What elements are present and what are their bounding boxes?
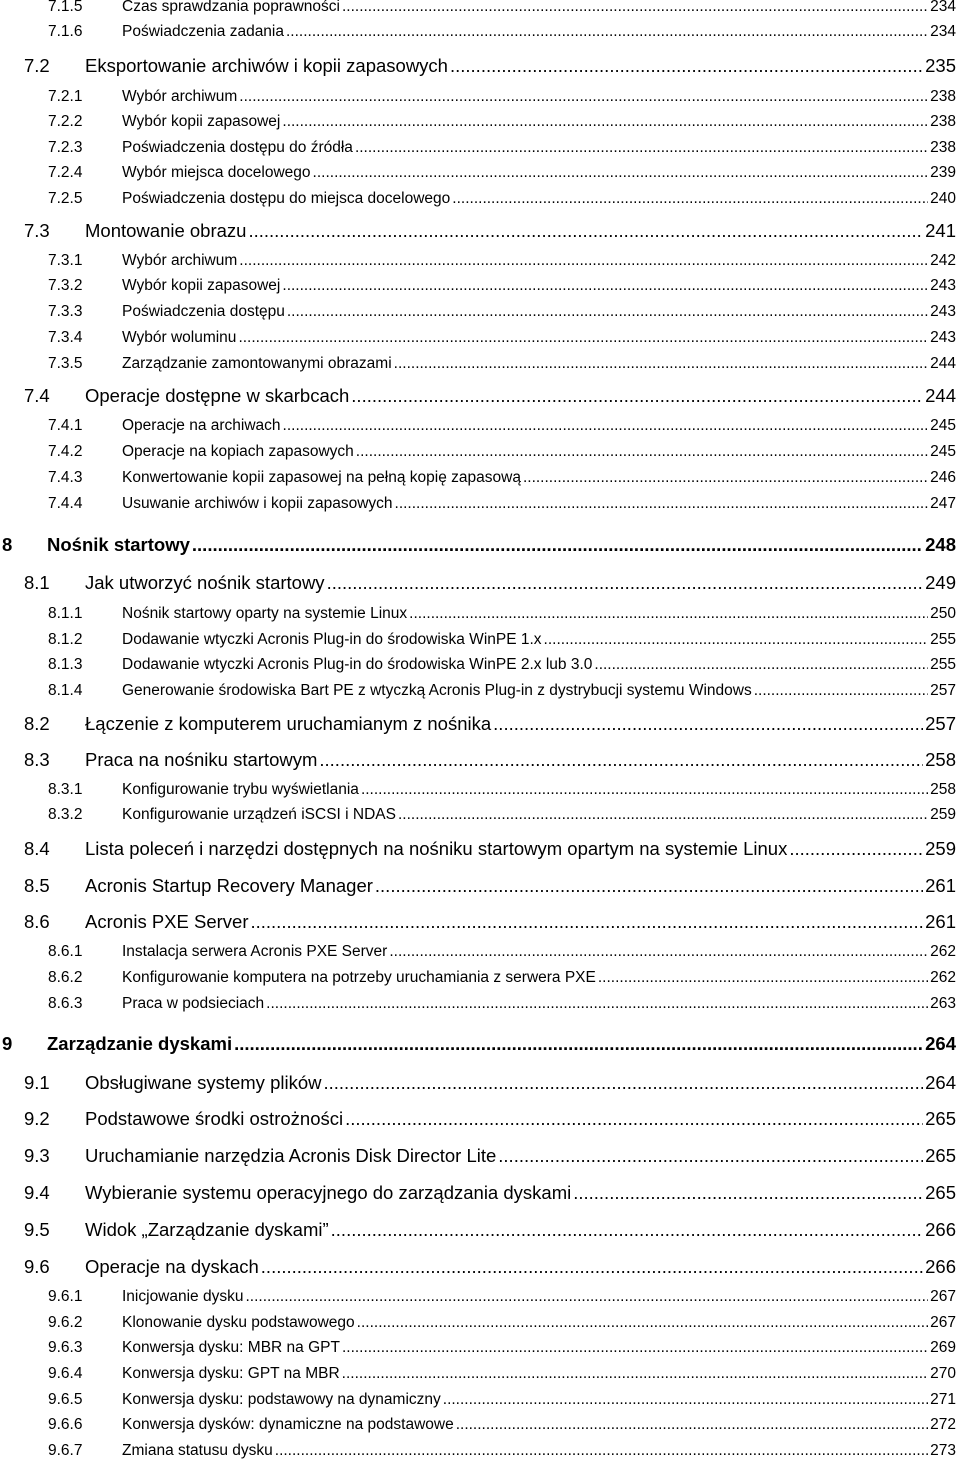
toc-entry[interactable] xyxy=(48,190,956,208)
toc-dot-leader xyxy=(345,1108,923,1130)
toc-entry-title: Klonowanie dysku podstawowego xyxy=(122,1314,355,1331)
toc-dot-leader xyxy=(286,23,928,41)
toc-dot-leader xyxy=(238,329,928,347)
toc-entry[interactable] xyxy=(24,1219,956,1241)
toc-dot-leader xyxy=(394,355,928,373)
toc-entry[interactable] xyxy=(24,838,956,860)
toc-dot-leader xyxy=(351,385,923,407)
toc-entry-number: 8 xyxy=(2,534,13,555)
toc-entry-number: 8.1 xyxy=(24,572,50,593)
toc-entry[interactable] xyxy=(48,1365,956,1383)
toc-entry-number: 9.2 xyxy=(24,1108,50,1129)
toc-dot-leader xyxy=(355,139,928,157)
toc-entry[interactable] xyxy=(48,605,956,623)
toc-entry-title: Acronis PXE Server xyxy=(85,911,249,932)
toc-dot-leader xyxy=(248,220,923,242)
toc-entry-title: Konwertowanie kopii zapasowej na pełną kopię zapasową xyxy=(122,469,521,486)
toc-entry-page-number: 255 xyxy=(930,631,956,648)
toc-entry-title: Konfigurowanie komputera na potrzeby uruchamiania z serwera PXE xyxy=(122,969,596,986)
toc-entry-number: 7.3.1 xyxy=(48,252,83,269)
toc-entry-number: 8.3.1 xyxy=(48,781,83,798)
toc-entry-number: 7.3 xyxy=(24,220,50,241)
toc-entry-page-number: 262 xyxy=(930,943,956,960)
toc-entry-title: Czas sprawdzania poprawności xyxy=(122,0,340,15)
toc-dot-leader xyxy=(239,88,928,106)
toc-dot-leader xyxy=(239,252,928,270)
toc-dot-leader xyxy=(331,1219,923,1241)
toc-entry-title: Operacje dostępne w skarbcach xyxy=(85,385,350,406)
toc-entry[interactable] xyxy=(24,1182,956,1204)
toc-entry-title: Konwersja dysku: MBR na GPT xyxy=(122,1339,340,1356)
toc-entry-number: 8.2 xyxy=(24,713,50,734)
toc-entry-page-number: 267 xyxy=(930,1314,956,1331)
toc-entry-number: 8.4 xyxy=(24,838,50,859)
toc-entry[interactable] xyxy=(24,1145,956,1167)
toc-entry-title: Nośnik startowy oparty na systemie Linux xyxy=(122,605,408,622)
toc-entry[interactable] xyxy=(48,943,956,961)
toc-dot-leader xyxy=(275,1442,928,1460)
toc-entry-title: Wybór archiwum xyxy=(122,88,238,105)
toc-entry-page-number: 261 xyxy=(925,875,956,896)
toc-dot-leader xyxy=(313,164,929,182)
toc-dot-leader xyxy=(261,1256,923,1278)
toc-entry-number: 8.6.3 xyxy=(48,995,83,1012)
toc-entry[interactable] xyxy=(48,0,956,16)
toc-entry-number: 7.4.3 xyxy=(48,469,83,486)
toc-entry-page-number: 246 xyxy=(930,469,956,486)
toc-entry[interactable] xyxy=(24,385,956,407)
toc-entry-number: 8.1.4 xyxy=(48,682,83,699)
toc-entry-page-number: 259 xyxy=(925,838,956,859)
toc-entry-page-number: 257 xyxy=(930,682,956,699)
toc-entry-title: Łączenie z komputerem uruchamianym z nośnika xyxy=(85,713,492,734)
toc-entry[interactable] xyxy=(48,1391,956,1409)
toc-dot-leader xyxy=(443,1391,928,1409)
toc-entry[interactable] xyxy=(48,806,956,824)
toc-entry-page-number: 248 xyxy=(925,534,956,555)
toc-entry-number: 9.6.6 xyxy=(48,1416,83,1433)
toc-entry-title: Montowanie obrazu xyxy=(85,220,247,241)
toc-entry-number: 7.4.1 xyxy=(48,417,83,434)
toc-entry-title: Inicjowanie dysku xyxy=(122,1288,244,1305)
toc-entry-page-number: 241 xyxy=(925,220,956,241)
toc-dot-leader xyxy=(250,911,923,933)
toc-entry-page-number: 235 xyxy=(925,55,956,76)
toc-entry-title: Uruchamianie narzędzia Acronis Disk Director Lite xyxy=(85,1145,497,1166)
toc-entry-page-number: 244 xyxy=(930,355,956,372)
toc-entry-page-number: 272 xyxy=(930,1416,956,1433)
toc-entry-number: 9.1 xyxy=(24,1072,50,1093)
toc-entry-page-number: 265 xyxy=(925,1145,956,1166)
toc-entry-number: 9.6.5 xyxy=(48,1391,83,1408)
toc-entry-title: Podstawowe środki ostrożności xyxy=(85,1108,344,1129)
toc-entry-page-number: 234 xyxy=(930,0,956,15)
toc-entry-page-number: 238 xyxy=(930,139,956,156)
toc-entry[interactable] xyxy=(2,534,956,556)
toc-entry-page-number: 264 xyxy=(925,1033,956,1054)
toc-dot-leader xyxy=(282,277,928,295)
toc-entry-page-number: 267 xyxy=(930,1288,956,1305)
toc-entry-page-number: 239 xyxy=(930,164,956,181)
toc-dot-leader xyxy=(361,781,928,799)
toc-entry[interactable] xyxy=(48,88,956,106)
toc-entry[interactable] xyxy=(48,781,956,799)
toc-entry[interactable] xyxy=(48,23,956,41)
toc-entry-title: Jak utworzyć nośnik startowy xyxy=(85,572,325,593)
toc-entry-title: Poświadczenia dostępu do źródła xyxy=(122,139,353,156)
toc-entry-page-number: 245 xyxy=(930,443,956,460)
toc-entry-number: 7.2.1 xyxy=(48,88,83,105)
toc-entry-title: Wybór woluminu xyxy=(122,329,237,346)
toc-entry[interactable] xyxy=(24,1256,956,1278)
toc-entry-page-number: 264 xyxy=(925,1072,956,1093)
toc-entry[interactable] xyxy=(24,911,956,933)
toc-dot-leader xyxy=(573,1182,923,1204)
toc-entry[interactable] xyxy=(48,164,956,182)
toc-entry-page-number: 261 xyxy=(925,911,956,932)
toc-dot-leader xyxy=(395,495,929,513)
toc-dot-leader xyxy=(342,1365,928,1383)
toc-entry[interactable] xyxy=(48,995,956,1013)
toc-entry-page-number: 265 xyxy=(925,1182,956,1203)
toc-dot-leader xyxy=(342,0,928,16)
toc-entry-title: Obsługiwane systemy plików xyxy=(85,1072,322,1093)
toc-entry-page-number: 269 xyxy=(930,1339,956,1356)
toc-dot-leader xyxy=(283,417,929,435)
toc-entry-title: Konfigurowanie urządzeń iSCSI i NDAS xyxy=(122,806,396,823)
toc-entry-title: Dodawanie wtyczki Acronis Plug-in do środowiska WinPE 2.x lub 3.0 xyxy=(122,656,593,673)
toc-entry-title: Konwersja dysku: GPT na MBR xyxy=(122,1365,340,1382)
toc-entry-number: 9.5 xyxy=(24,1219,50,1240)
toc-entry[interactable] xyxy=(24,572,956,594)
toc-entry-number: 7.3.4 xyxy=(48,329,83,346)
toc-entry-number: 9.4 xyxy=(24,1182,50,1203)
toc-dot-leader xyxy=(389,943,928,961)
toc-dot-leader xyxy=(523,469,928,487)
toc-dot-leader xyxy=(234,1033,923,1055)
toc-entry[interactable] xyxy=(48,469,956,487)
toc-entry-number: 8.1.2 xyxy=(48,631,83,648)
toc-entry-number: 7.2 xyxy=(24,55,50,76)
toc-entry-number: 9.6.1 xyxy=(48,1288,83,1305)
toc-dot-leader xyxy=(319,749,923,771)
toc-entry[interactable] xyxy=(48,1442,956,1460)
toc-entry-title: Operacje na dyskach xyxy=(85,1256,259,1277)
toc-entry-number: 9.3 xyxy=(24,1145,50,1166)
toc-entry[interactable] xyxy=(48,355,956,373)
toc-entry-number: 8.6.1 xyxy=(48,943,83,960)
toc-entry[interactable] xyxy=(48,656,956,674)
toc-entry[interactable] xyxy=(24,55,956,77)
toc-entry-number: 7.1.5 xyxy=(48,0,83,15)
toc-entry-number: 9.6.4 xyxy=(48,1365,83,1382)
toc-dot-leader xyxy=(266,995,928,1013)
toc-dot-leader xyxy=(450,55,923,77)
toc-entry-title: Konfigurowanie trybu wyświetlania xyxy=(122,781,359,798)
toc-entry-number: 7.4.4 xyxy=(48,495,83,512)
toc-entry-number: 8.3.2 xyxy=(48,806,83,823)
toc-entry-page-number: 240 xyxy=(930,190,956,207)
toc-entry-title: Praca w podsieciach xyxy=(122,995,265,1012)
toc-entry-page-number: 257 xyxy=(925,713,956,734)
toc-entry-number: 7.3.5 xyxy=(48,355,83,372)
toc-entry-number: 9 xyxy=(2,1033,13,1054)
toc-entry-title: Poświadczenia dostępu xyxy=(122,303,285,320)
toc-entry-page-number: 247 xyxy=(930,495,956,512)
toc-entry-number: 9.6 xyxy=(24,1256,50,1277)
toc-entry[interactable] xyxy=(48,417,956,435)
toc-dot-leader xyxy=(327,572,924,594)
toc-entry-number: 8.6 xyxy=(24,911,50,932)
toc-entry-page-number: 238 xyxy=(930,113,956,130)
toc-entry[interactable] xyxy=(48,329,956,347)
toc-entry-page-number: 255 xyxy=(930,656,956,673)
toc-entry-number: 8.5 xyxy=(24,875,50,896)
toc-entry-page-number: 265 xyxy=(925,1108,956,1129)
toc-entry-title: Wybór miejsca docelowego xyxy=(122,164,311,181)
toc-dot-leader xyxy=(245,1288,928,1306)
toc-entry[interactable] xyxy=(48,969,956,987)
toc-entry-number: 7.3.3 xyxy=(48,303,83,320)
toc-entry-title: Zmiana statusu dysku xyxy=(122,1442,273,1459)
toc-entry-title: Generowanie środowiska Bart PE z wtyczką Acronis Plug-in z dystrybucji systemu Windows xyxy=(122,682,752,699)
toc-entry-number: 7.3.2 xyxy=(48,277,83,294)
toc-dot-leader xyxy=(375,875,923,897)
toc-entry-page-number: 258 xyxy=(930,781,956,798)
toc-entry-page-number: 273 xyxy=(930,1442,956,1459)
toc-entry-page-number: 244 xyxy=(925,385,956,406)
toc-dot-leader xyxy=(287,303,928,321)
toc-entry-title: Nośnik startowy xyxy=(47,534,190,555)
toc-entry-page-number: 249 xyxy=(925,572,956,593)
toc-dot-leader xyxy=(356,443,928,461)
toc-entry-page-number: 262 xyxy=(930,969,956,986)
toc-entry-title: Wybór archiwum xyxy=(122,252,238,269)
toc-dot-leader xyxy=(544,631,929,649)
toc-entry[interactable] xyxy=(48,303,956,321)
toc-dot-leader xyxy=(598,969,928,987)
toc-entry-title: Operacje na archiwach xyxy=(122,417,281,434)
toc-entry[interactable] xyxy=(48,277,956,295)
toc-entry[interactable] xyxy=(48,631,956,649)
toc-dot-leader xyxy=(357,1314,928,1332)
toc-entry-number: 8.1.3 xyxy=(48,656,83,673)
toc-entry[interactable] xyxy=(48,443,956,461)
toc-entry[interactable] xyxy=(24,1072,956,1094)
toc-entry[interactable] xyxy=(2,1033,956,1055)
toc-entry[interactable] xyxy=(48,139,956,157)
toc-dot-leader xyxy=(754,682,928,700)
toc-entry-number: 7.2.3 xyxy=(48,139,83,156)
toc-entry[interactable] xyxy=(48,252,956,270)
toc-entry-title: Dodawanie wtyczki Acronis Plug-in do środowiska WinPE 1.x xyxy=(122,631,542,648)
toc-entry-page-number: 243 xyxy=(930,303,956,320)
toc-entry-title: Poświadczenia dostępu do miejsca docelowego xyxy=(122,190,451,207)
toc-entry[interactable] xyxy=(24,749,956,771)
toc-entry-number: 7.4 xyxy=(24,385,50,406)
toc-entry-title: Wybór kopii zapasowej xyxy=(122,277,281,294)
toc-dot-leader xyxy=(498,1145,923,1167)
toc-entry-title: Widok „Zarządzanie dyskami” xyxy=(85,1219,329,1240)
toc-entry-page-number: 266 xyxy=(925,1256,956,1277)
toc-entry-title: Konwersja dysków: dynamiczne na podstawowe xyxy=(122,1416,454,1433)
toc-entry-number: 8.3 xyxy=(24,749,50,770)
toc-entry-title: Acronis Startup Recovery Manager xyxy=(85,875,373,896)
toc-entry-number: 7.2.5 xyxy=(48,190,83,207)
toc-dot-leader xyxy=(398,806,928,824)
toc-entry-page-number: 238 xyxy=(930,88,956,105)
toc-dot-leader xyxy=(192,534,923,556)
toc-entry-number: 9.6.3 xyxy=(48,1339,83,1356)
toc-entry-title: Praca na nośniku startowym xyxy=(85,749,318,770)
toc-entry[interactable] xyxy=(24,1108,956,1130)
toc-entry-title: Zarządzanie zamontowanymi obrazami xyxy=(122,355,392,372)
toc-entry-title: Poświadczenia zadania xyxy=(122,23,284,40)
toc-dot-leader xyxy=(493,713,923,735)
toc-entry[interactable] xyxy=(48,1416,956,1434)
toc-entry[interactable] xyxy=(48,682,956,700)
toc-entry-page-number: 258 xyxy=(925,749,956,770)
toc-entry[interactable] xyxy=(24,220,956,242)
toc-entry-number: 7.1.6 xyxy=(48,23,83,40)
toc-entry-title: Wybór kopii zapasowej xyxy=(122,113,281,130)
toc-dot-leader xyxy=(456,1416,928,1434)
toc-entry-page-number: 245 xyxy=(930,417,956,434)
toc-entry-page-number: 263 xyxy=(930,995,956,1012)
toc-entry-page-number: 259 xyxy=(930,806,956,823)
toc-entry[interactable] xyxy=(24,713,956,735)
toc-entry-title: Usuwanie archiwów i kopii zapasowych xyxy=(122,495,393,512)
toc-entry-title: Wybieranie systemu operacyjnego do zarządzania dyskami xyxy=(85,1182,572,1203)
toc-entry-title: Operacje na kopiach zapasowych xyxy=(122,443,354,460)
toc-entry-number: 7.2.2 xyxy=(48,113,83,130)
toc-entry-page-number: 234 xyxy=(930,23,956,40)
toc-dot-leader xyxy=(452,190,928,208)
toc-entry[interactable] xyxy=(48,1339,956,1357)
toc-entry-page-number: 271 xyxy=(930,1391,956,1408)
toc-entry[interactable] xyxy=(24,875,956,897)
toc-entry-title: Eksportowanie archiwów i kopii zapasowych xyxy=(85,55,448,76)
toc-dot-leader xyxy=(789,838,923,860)
toc-entry-title: Lista poleceń i narzędzi dostępnych na nośniku startowym opartym na systemie Linux xyxy=(85,838,788,859)
toc-entry-title: Konwersja dysku: podstawowy na dynamiczny xyxy=(122,1391,441,1408)
toc-entry-page-number: 266 xyxy=(925,1219,956,1240)
toc-entry-page-number: 250 xyxy=(930,605,956,622)
toc-dot-leader xyxy=(342,1339,928,1357)
toc-dot-leader xyxy=(594,656,928,674)
toc-entry-page-number: 270 xyxy=(930,1365,956,1382)
toc-entry-number: 7.2.4 xyxy=(48,164,83,181)
toc-entry-number: 8.6.2 xyxy=(48,969,83,986)
toc-dot-leader xyxy=(409,605,928,623)
toc-entry-number: 9.6.7 xyxy=(48,1442,83,1459)
toc-entry-page-number: 242 xyxy=(930,252,956,269)
toc-entry[interactable] xyxy=(48,495,956,513)
toc-entry[interactable] xyxy=(48,113,956,131)
toc-entry[interactable] xyxy=(48,1314,956,1332)
toc-entry[interactable] xyxy=(48,1288,956,1306)
toc-entry-number: 9.6.2 xyxy=(48,1314,83,1331)
toc-entry-title: Instalacja serwera Acronis PXE Server xyxy=(122,943,388,960)
toc-dot-leader xyxy=(282,113,928,131)
toc-entry-title: Zarządzanie dyskami xyxy=(47,1033,233,1054)
toc-entry-page-number: 243 xyxy=(930,329,956,346)
toc-entry-number: 8.1.1 xyxy=(48,605,83,622)
toc-entry-number: 7.4.2 xyxy=(48,443,83,460)
toc-dot-leader xyxy=(323,1072,923,1094)
toc-entry-page-number: 243 xyxy=(930,277,956,294)
